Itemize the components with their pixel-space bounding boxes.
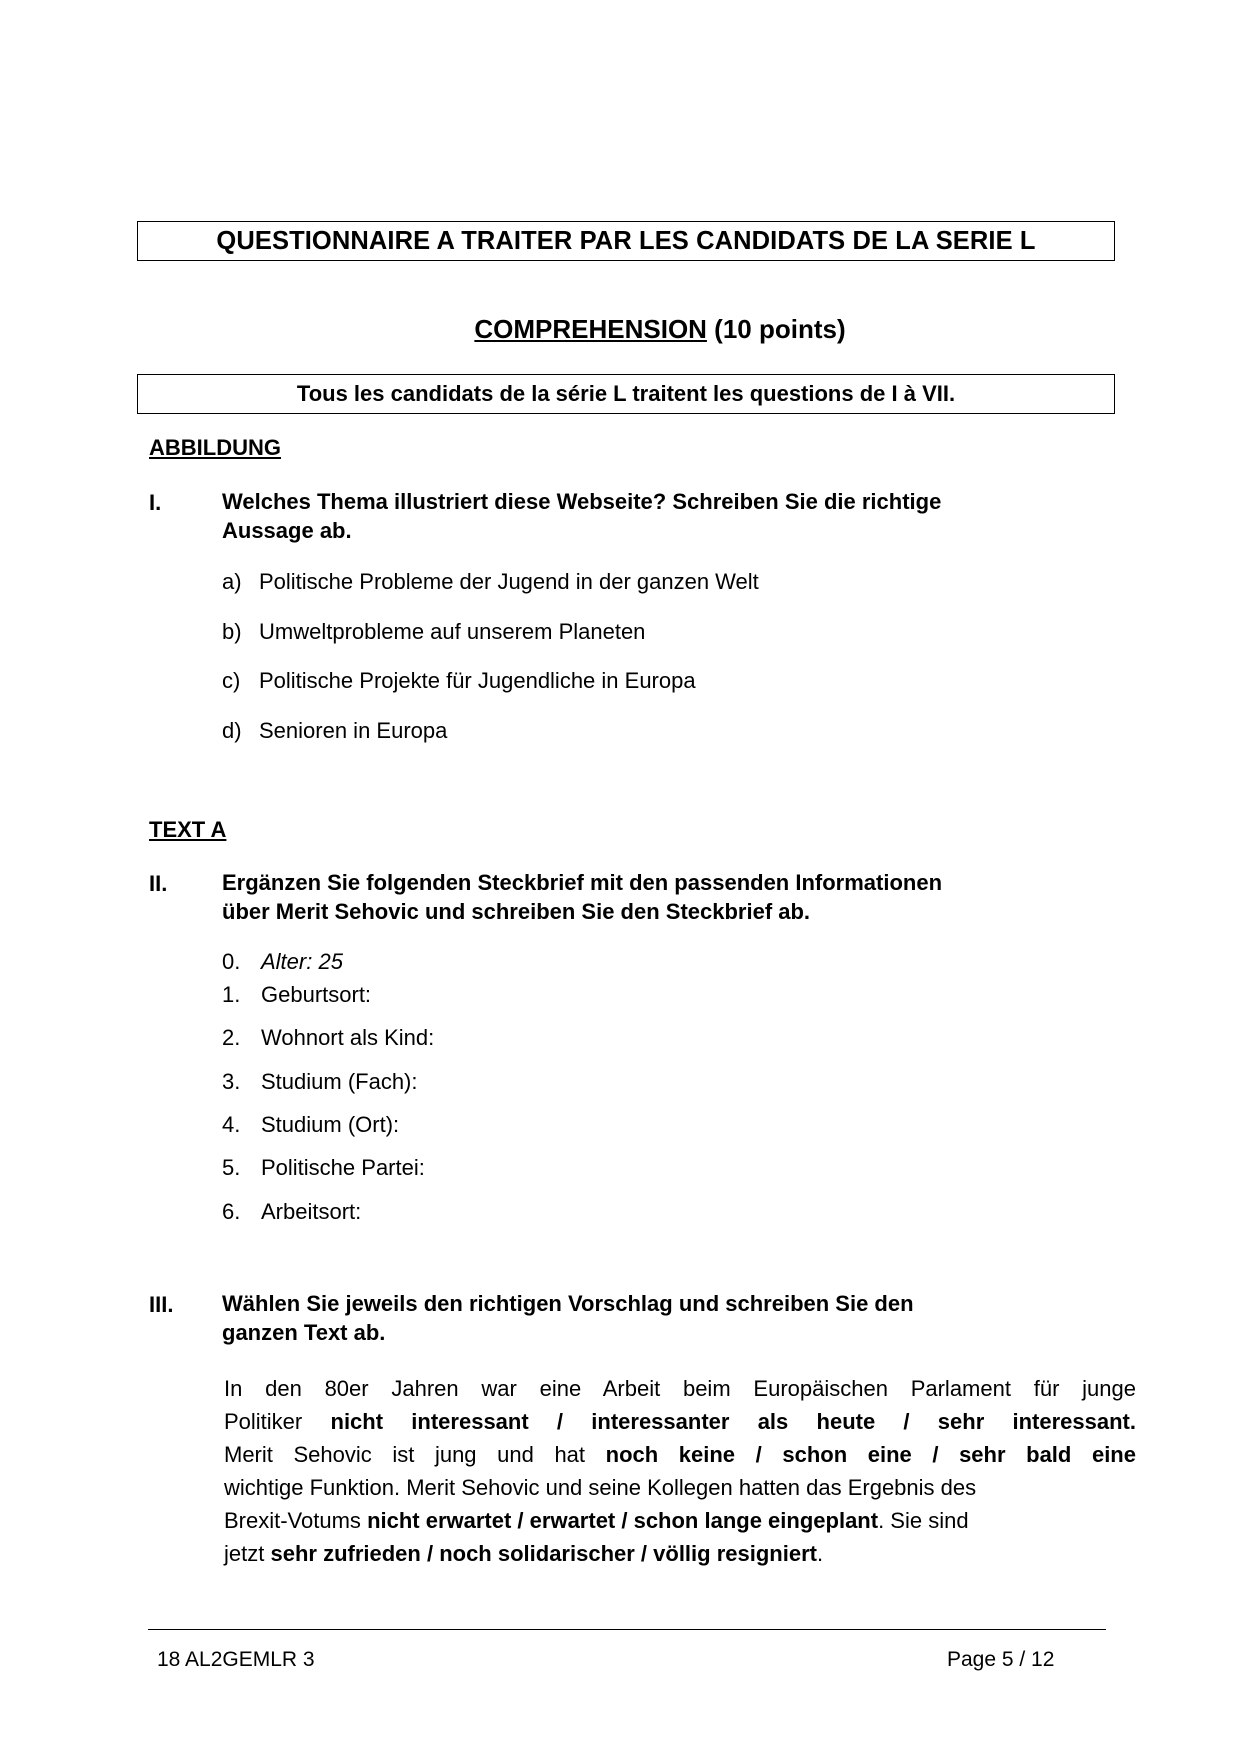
notice-text: Tous les candidats de la série L traitent les questions de I à VII. (296, 381, 956, 406)
question-text-1 (222, 487, 1122, 545)
comprehension-label: COMPREHENSION (474, 314, 707, 344)
question-3-line-2: ganzen Text ab. (222, 1320, 386, 1345)
paragraph-line-4 (224, 1471, 1136, 1504)
question-text-3 (222, 1289, 1122, 1347)
item-number: 0. (222, 949, 241, 974)
option-a (222, 569, 759, 595)
option-text: Senioren in Europa (259, 718, 448, 743)
notice-box (137, 374, 1115, 414)
choice-group-3: nicht erwartet / erwartet / schon lange eingeplant (367, 1508, 879, 1533)
question-3-line-1: Wählen Sie jeweils den richtigen Vorschlag und schreiben Sie den (222, 1291, 914, 1316)
paragraph-line-3 (224, 1438, 1136, 1471)
item-text: Geburtsort: (261, 982, 372, 1007)
option-letter: c) (222, 668, 241, 693)
paragraph-line-6 (224, 1537, 1136, 1570)
item-text: Arbeitsort: (261, 1199, 362, 1224)
item-number: 1. (222, 982, 241, 1007)
gap-text-paragraph (224, 1372, 1136, 1570)
item-number: 3. (222, 1069, 241, 1094)
paragraph-text: jetzt (224, 1541, 265, 1566)
paragraph-text: Brexit-Votums (224, 1508, 361, 1533)
option-text: Politische Projekte für Jugendliche in Europa (259, 668, 696, 693)
title-text: QUESTIONNAIRE A TRAITER PAR LES CANDIDATS DE LA SERIE L (216, 226, 1036, 255)
choice-group-4: sehr zufrieden / noch solidarischer / völlig resigniert (270, 1541, 817, 1566)
question-2-line-1: Ergänzen Sie folgenden Steckbrief mit den passenden Informationen (222, 870, 943, 895)
item-text: Wohnort als Kind: (261, 1025, 435, 1050)
comprehension-points: (10 points) (714, 314, 846, 344)
item-text: Studium (Fach): (261, 1069, 418, 1094)
paragraph-text: In den 80er Jahren war eine Arbeit beim Europäischen Parlament für junge (224, 1376, 1136, 1401)
question-2-line-2: über Merit Sehovic und schreiben Sie den Steckbrief ab. (222, 899, 811, 924)
paragraph-line-2 (224, 1405, 1136, 1438)
item-text: Politische Partei: (261, 1155, 425, 1180)
question-1-line-2: Aussage ab. (222, 518, 352, 543)
steckbrief-item-5 (222, 1155, 425, 1181)
section-label-text-a: TEXT A (149, 817, 227, 842)
footer-divider (148, 1629, 1106, 1630)
choice-group-1: nicht interessant / interessanter als heute / sehr interessant. (330, 1409, 1136, 1434)
question-number-2: II. (149, 871, 168, 896)
option-letter: b) (222, 619, 242, 644)
steckbrief-item-0 (222, 949, 343, 975)
steckbrief-item-4 (222, 1112, 399, 1138)
paragraph-text: . Sie sind (878, 1508, 969, 1533)
steckbrief-item-1 (222, 982, 371, 1008)
paragraph-text: . (816, 1541, 824, 1566)
option-letter: d) (222, 718, 242, 743)
option-text: Politische Probleme der Jugend in der ganzen Welt (259, 569, 759, 594)
option-b (222, 619, 645, 645)
item-text: Studium (Ort): (261, 1112, 400, 1137)
steckbrief-item-6 (222, 1199, 361, 1225)
paragraph-text: Merit Sehovic ist jung und hat (224, 1442, 586, 1467)
item-number: 6. (222, 1199, 241, 1224)
paragraph-line-5 (224, 1504, 1136, 1537)
steckbrief-item-2 (222, 1025, 434, 1051)
choice-group-2: noch keine / schon eine / sehr bald eine (605, 1442, 1136, 1467)
item-number: 4. (222, 1112, 241, 1137)
comprehension-heading (0, 314, 1240, 345)
item-number: 2. (222, 1025, 241, 1050)
footer-page-number: Page 5 / 12 (947, 1648, 1055, 1671)
question-1-line-1: Welches Thema illustriert diese Webseite? Schreiben Sie die richtige (222, 489, 942, 514)
question-number-3: III. (149, 1292, 174, 1317)
paragraph-line-1 (224, 1372, 1136, 1405)
option-d (222, 718, 447, 744)
option-letter: a) (222, 569, 242, 594)
section-label-abbildung: ABBILDUNG (149, 435, 281, 460)
option-text: Umweltprobleme auf unserem Planeten (259, 619, 646, 644)
item-number: 5. (222, 1155, 241, 1180)
paragraph-text: wichtige Funktion. Merit Sehovic und seine Kollegen hatten das Ergebnis des (224, 1475, 977, 1500)
option-c (222, 668, 696, 694)
item-text: Alter: 25 (261, 949, 343, 974)
question-number-1: I. (149, 490, 162, 515)
paragraph-text: Politiker (224, 1409, 303, 1434)
steckbrief-item-3 (222, 1069, 418, 1095)
footer-code: 18 AL2GEMLR 3 (157, 1648, 315, 1671)
page-title (137, 221, 1115, 261)
question-text-2 (222, 868, 1122, 926)
